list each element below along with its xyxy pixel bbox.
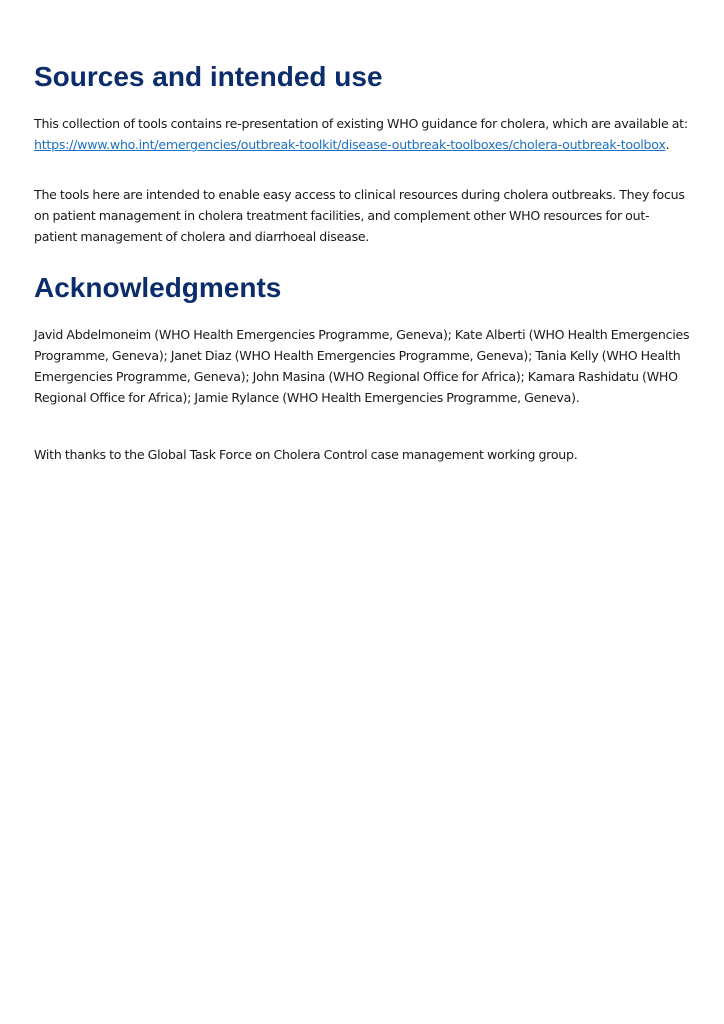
cholera-toolbox-link[interactable]: https://www.who.int/emergencies/outbreak-toolkit/disease-outbreak-toolboxes/cholera-outbreak-toolbox [34,137,666,152]
acknowledgments-heading: Acknowledgments [34,272,282,303]
sources-paragraph-2: The tools here are intended to enable easy access to clinical resources during cholera outbreaks. They focus on patient management in cholera treatment facilities, and complement other WHO resources for out-patient management of cholera and diarrhoeal disease. [34,187,685,244]
acknowledgments-thanks: With thanks to the Global Task Force on Cholera Control case management working group. [34,447,578,462]
sources-heading: Sources and intended use [34,61,383,92]
sources-paragraph-1-end: . [665,137,670,152]
acknowledgments-contributors: Javid Abdelmoneim (WHO Health Emergencies Programme, Geneva); Kate Alberti (WHO Health Emergencies Programme, Geneva); Janet Diaz (WHO Health Emergencies Programme, Geneva); Tania Kelly (WHO Health Emergencies Programme, Geneva); John Masina (WHO Regional Office for Africa); Kamara Rashidatu (WHO Regional Office for Africa); Jamie Rylance (WHO Health Emergencies Programme, Geneva). [34,327,690,405]
sources-paragraph-1 [34,113,690,155]
sources-paragraph-1-text: This collection of tools contains re-presentation of existing WHO guidance for cholera, which are available at: [34,116,688,131]
